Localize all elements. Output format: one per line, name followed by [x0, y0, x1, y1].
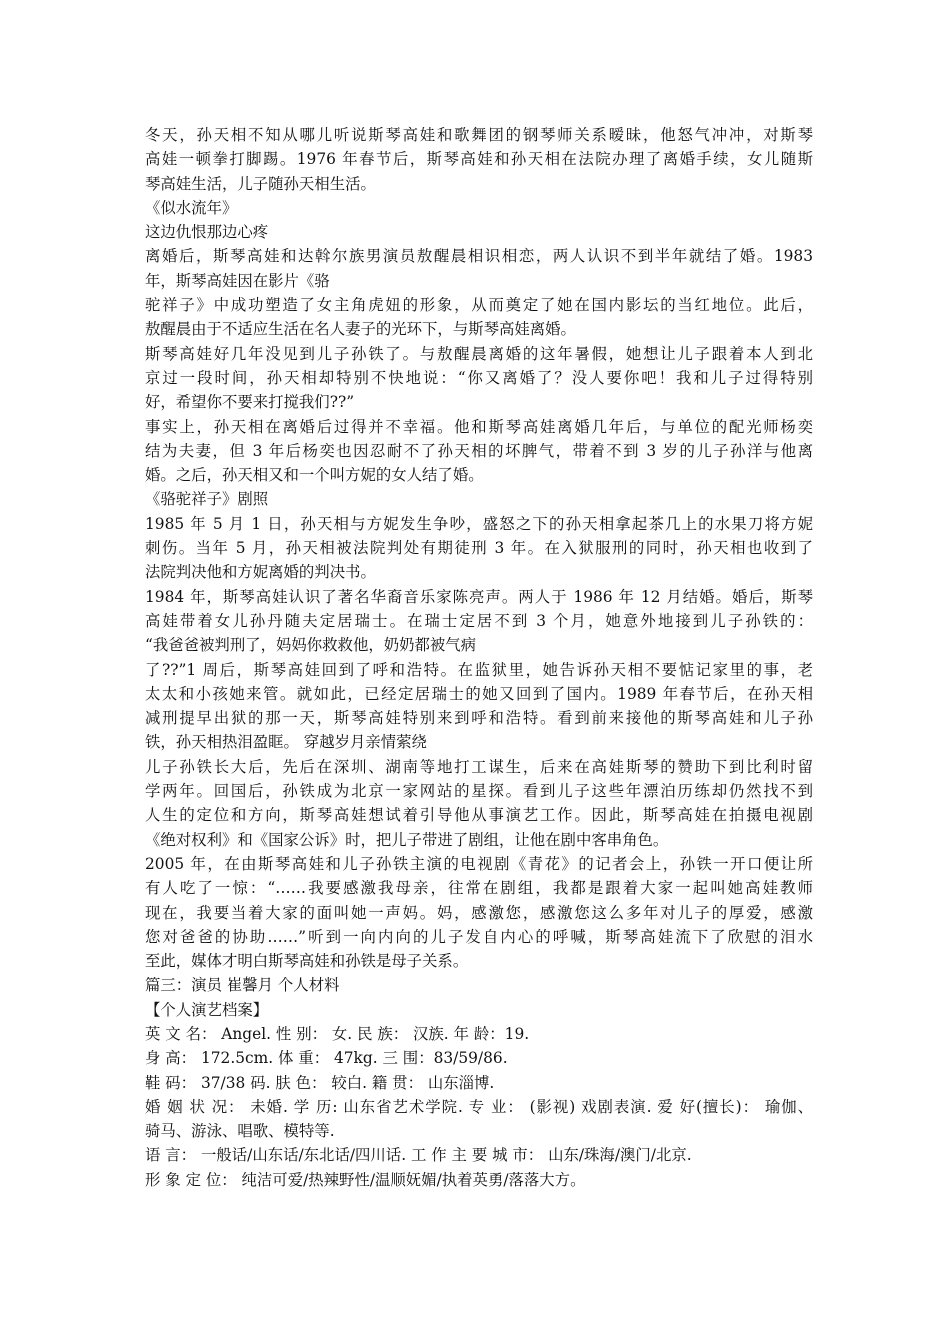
text-line: 至此，媒体才明白斯琴高娃和孙铁是母子关系。: [145, 952, 469, 971]
text-line: 冬天，孙天相不知从哪儿听说斯琴高娃和歌舞团的钢琴师关系暧昧，他怒气冲冲，对斯琴: [145, 126, 813, 144]
text-line: 铁，孙天相热泪盈眶。 穿越岁月亲情萦绕: [145, 733, 427, 752]
text-line: 减刑提早出狱的那一天，斯琴高娃特别来到呼和浩特。看到前来接他的斯琴高娃和儿子孙: [145, 709, 813, 728]
text-line: 年，斯琴高娃因在影片《骆: [145, 271, 330, 290]
text-line: 语 言： 一般话/山东话/东北话/四川话. 工 作 主 要 城 市： 山东/珠海/澳门/北京.: [145, 1146, 692, 1165]
text-line: 《似水流年》: [145, 198, 238, 217]
text-line: 斯琴高娃好几年没见到儿子孙铁了。与敖醒晨离婚的这年暑假，她想让儿子跟着本人到北: [145, 344, 813, 363]
text-line: 太太和小孩她来管。就如此，已经定居瑞士的她又回到了国内。1989 年春节后，在孙天相: [145, 684, 813, 703]
text-line: 这边仇恨那边心疼: [145, 223, 269, 242]
text-line: 1985 年 5 月 1 日，孙天相与方妮发生争吵，盛怒之下的孙天相拿起茶几上的水果刀将方妮: [145, 514, 813, 533]
text-line: 法院判决他和方妮离婚的判决书。: [145, 563, 376, 582]
text-line: 敖醒晨由于不适应生活在名人妻子的光环下，与斯琴高娃离婚。: [145, 320, 576, 339]
text-line: 离婚后，斯琴高娃和达斡尔族男演员敖醒晨相识相恋，两人认识不到半年就结了婚。1983: [145, 247, 813, 266]
text-line: 【个人演艺档案】: [145, 1000, 269, 1019]
text-line: 2005 年，在由斯琴高娃和儿子孙铁主演的电视剧《青花》的记者会上，孙铁一开口便让所: [145, 854, 813, 873]
text-line: 高娃一顿拳打脚踢。1976 年春节后，斯琴高娃和孙天相在法院办理了离婚手续，女儿随斯: [145, 150, 813, 169]
text-line: 琴高娃生活，儿子随孙天相生活。: [145, 174, 376, 193]
text-line: 骑马、游泳、唱歌、模特等.: [145, 1122, 335, 1141]
text-line: 篇三：演员 崔馨月 个人材料: [145, 976, 340, 995]
text-line: 形 象 定 位： 纯洁可爱/热辣野性/温顺妩媚/执着英勇/落落大方。: [145, 1170, 586, 1189]
text-line: 有人吃了一惊：“……我要感激我母亲，往常在剧组，我都是跟着大家一起叫她高娃教师: [145, 879, 813, 898]
text-line: “我爸爸被判刑了，妈妈你救救他，奶奶都被气病: [145, 636, 477, 655]
text-line: 《绝对权利》和《国家公诉》时，把儿子带进了剧组，让他在剧中客串角色。: [145, 830, 669, 849]
text-line: 人生的定位和方向，斯琴高娃想试着引导他从事演艺工作。因此，斯琴高娃在拍摄电视剧: [145, 806, 813, 825]
document-body: [145, 123, 813, 1192]
text-line: 您对爸爸的协助……”听到一向内向的儿子发自内心的呼喊，斯琴高娃流下了欣慰的泪水: [145, 927, 813, 946]
text-line: 驼祥子》中成功塑造了女主角虎妞的形象，从而奠定了她在国内影坛的当红地位。此后，: [145, 296, 813, 315]
text-line: 高娃带着女儿孙丹随夫定居瑞士。在瑞士定居不到 3 个月，她意外地接到儿子孙铁的：: [145, 611, 813, 630]
text-line: 1984 年，斯琴高娃认识了著名华裔音乐家陈亮声。两人于 1986 年 12 月结婚。婚后，斯琴: [145, 587, 813, 606]
text-line: 《骆驼祥子》剧照: [145, 490, 269, 509]
text-line: 京过一段时间，孙天相却特别不快地说：“你又离婚了？没人要你吧！我和儿子过得特别: [145, 368, 813, 387]
text-line: 身 高： 172.5cm. 体 重： 47kg. 三 围：83/59/86.: [145, 1049, 508, 1068]
text-line: 婚。之后，孙天相又和一个叫方妮的女人结了婚。: [145, 466, 484, 485]
text-line: 现在，我要当着大家的面叫她一声妈。妈，感激您，感激您这么多年对儿子的厚爱，感激: [145, 903, 813, 922]
text-line: 英 文 名： Angel. 性 别： 女. 民 族： 汉族. 年 龄：19.: [145, 1024, 530, 1043]
text-line: 学两年。回国后，孙铁成为北京一家网站的星探。看到儿子这些年漂泊历练却仍然找不到: [145, 782, 813, 801]
text-line: 儿子孙铁长大后，先后在深圳、湖南等地打工谋生，后来在高娃斯琴的赞助下到比利时留: [145, 757, 813, 776]
text-line: 了??”1 周后，斯琴高娃回到了呼和浩特。在监狱里，她告诉孙天相不要惦记家里的事，老: [145, 660, 813, 679]
text-line: 婚 姻 状 况： 未婚. 学 历: 山东省艺术学院. 专 业： (影视) 戏剧表演. 爱 好(擅长)： 瑜伽、: [145, 1097, 813, 1116]
text-line: 事实上，孙天相在离婚后过得并不幸福。他和斯琴高娃离婚几年后，与单位的配光师杨奕: [145, 417, 813, 436]
text-line: 好，希望你不要来打搅我们??”: [145, 393, 355, 412]
text-line: 鞋 码： 37/38 码. 肤 色： 较白. 籍 贯： 山东淄博.: [145, 1073, 495, 1092]
text-line: 刺伤。当年 5 月，孙天相被法院判处有期徒刑 3 年。在入狱服刑的同时，孙天相也收到了: [145, 539, 813, 558]
text-line: 结为夫妻，但 3 年后杨奕也因忍耐不了孙天相的坏脾气，带着不到 3 岁的儿子孙洋与他离: [145, 441, 813, 460]
